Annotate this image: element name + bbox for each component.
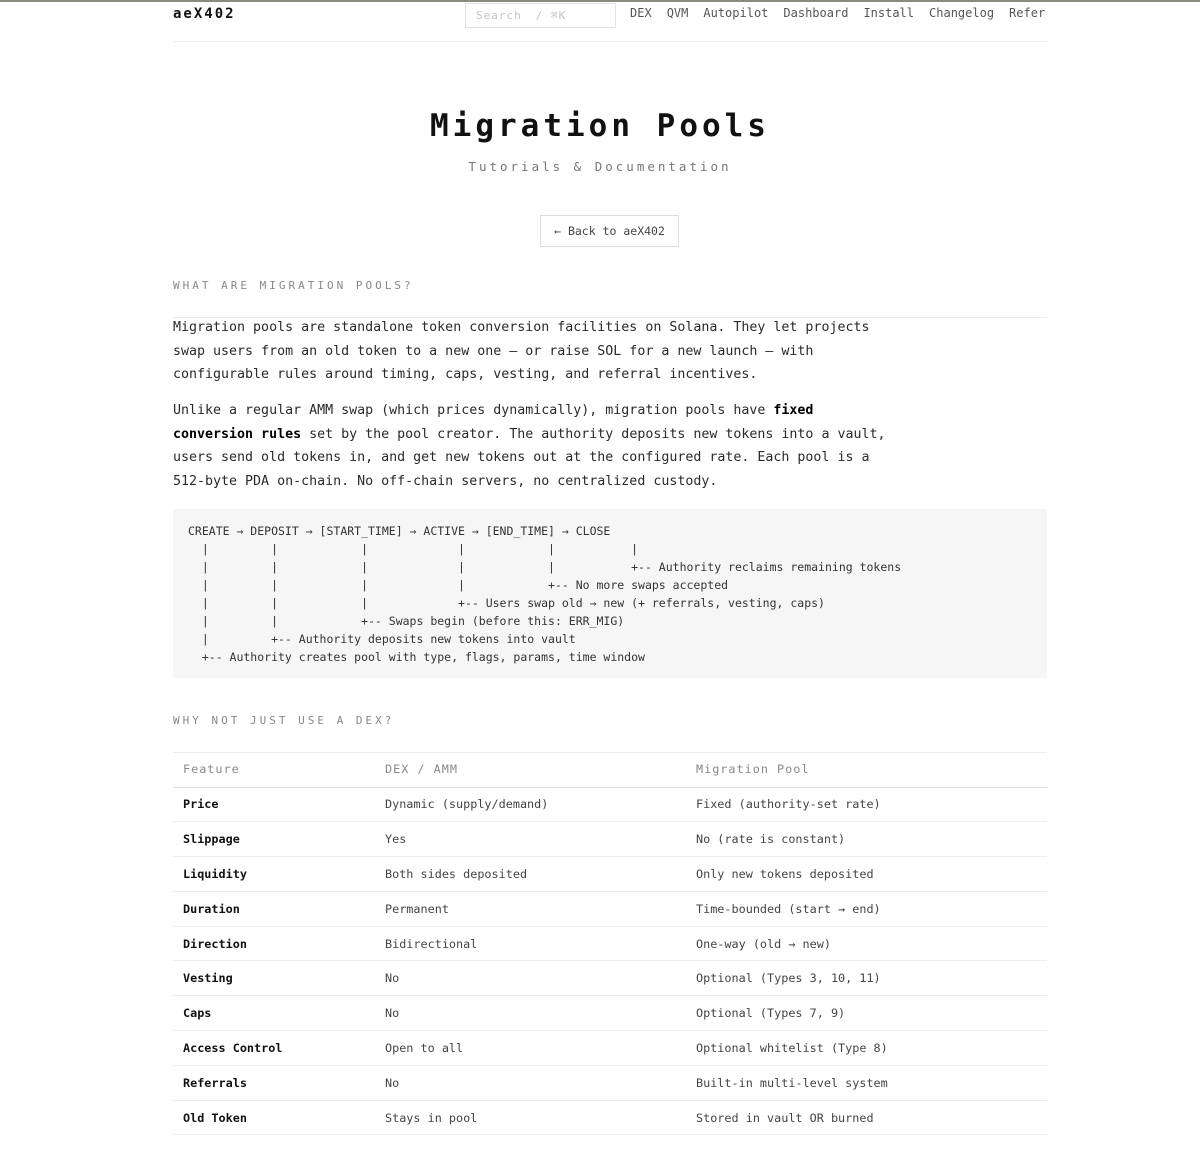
table-row	[173, 996, 1047, 1031]
section-heading-why: WHY NOT JUST USE A DEX?	[173, 714, 1047, 753]
migration-cell: No (rate is constant)	[686, 822, 1047, 857]
table-row	[173, 926, 1047, 961]
dex-cell: No	[375, 961, 686, 996]
migration-cell: Built-in multi-level system	[686, 1065, 1047, 1100]
lifecycle-diagram-text: CREATE → DEPOSIT → [START_TIME] → ACTIVE → [END_TIME] → CLOSE | | | | | | | | | | | +-- Authority reclaims remaining tokens | | | | +-- No more swaps accepted | | | +-- Users swap old → new (+ referrals, vesting, caps) | | +-- Swaps begin (before this: ERR_MIG) | +-- Authority deposits new tokens into vault +-- Authority creates pool with type, flags, params, time window	[188, 524, 902, 664]
feature-cell: Liquidity	[173, 857, 375, 892]
detail-text-a: Unlike a regular AMM swap (which prices dynamically), migration pools have	[173, 403, 774, 418]
comparison-table	[173, 751, 1047, 1135]
column-header-migration: Migration Pool	[686, 751, 1047, 787]
nav-dex[interactable]: DEX	[630, 6, 652, 20]
site-header	[173, 2, 1047, 42]
migration-cell: Optional whitelist (Type 8)	[686, 1031, 1047, 1066]
table-row	[173, 1065, 1047, 1100]
nav-autopilot[interactable]: Autopilot	[703, 6, 769, 20]
column-header-feature: Feature	[173, 751, 375, 787]
detail-bold: fixed conversion rules	[173, 403, 814, 442]
table-row	[173, 1031, 1047, 1066]
feature-cell: Direction	[173, 926, 375, 961]
migration-cell: Fixed (authority-set rate)	[686, 787, 1047, 822]
table-row	[173, 857, 1047, 892]
dex-cell: Stays in pool	[375, 1100, 686, 1135]
feature-cell: Vesting	[173, 961, 375, 996]
table-row	[173, 822, 1047, 857]
table-header-row	[173, 751, 1047, 787]
back-button[interactable]: ← Back to aeX402	[540, 215, 679, 247]
detail-paragraph	[173, 399, 893, 493]
nav-refer[interactable]: Refer	[1009, 6, 1046, 20]
page-title: Migration Pools	[430, 108, 770, 144]
table-row	[173, 787, 1047, 822]
brand-logo[interactable]: aeX402	[173, 6, 236, 22]
dex-cell: Permanent	[375, 891, 686, 926]
page-subtitle: Tutorials & Documentation	[468, 159, 732, 174]
migration-cell: Optional (Types 7, 9)	[686, 996, 1047, 1031]
dex-cell: Bidirectional	[375, 926, 686, 961]
search-input[interactable]	[465, 3, 616, 28]
migration-cell: One-way (old → new)	[686, 926, 1047, 961]
feature-cell: Referrals	[173, 1065, 375, 1100]
table-row	[173, 961, 1047, 996]
detail-text-b: set by the pool creator. The authority deposits new tokens into a vault, users send old tokens in, and get new tokens out at the configured rate. Each pool is a 512-byte PDA on-chain. No off-chain servers, no centralized custody.	[173, 426, 886, 489]
feature-cell: Access Control	[173, 1031, 375, 1066]
dex-cell: Both sides deposited	[375, 857, 686, 892]
feature-cell: Old Token	[173, 1100, 375, 1135]
nav-changelog[interactable]: Changelog	[929, 6, 995, 20]
migration-cell: Time-bounded (start → end)	[686, 891, 1047, 926]
dex-cell: Yes	[375, 822, 686, 857]
lifecycle-diagram	[173, 509, 1047, 678]
feature-cell: Caps	[173, 996, 375, 1031]
nav-install[interactable]: Install	[863, 6, 915, 20]
dex-cell: Dynamic (supply/demand)	[375, 787, 686, 822]
column-header-dex: DEX / AMM	[375, 751, 686, 787]
nav-qvm[interactable]: QVM	[666, 6, 689, 20]
search-placeholder: Search	[476, 9, 522, 22]
migration-cell: Stored in vault OR burned	[686, 1100, 1047, 1135]
dex-cell: Open to all	[375, 1031, 686, 1066]
feature-cell: Slippage	[173, 822, 375, 857]
top-nav	[630, 6, 1060, 20]
intro-paragraph: Migration pools are standalone token conversion facilities on Solana. They let projects swap users from an old token to a new one — or raise SOL for a new launch — with configurable rules around timing, caps, vesting, and referral incentives.	[173, 320, 870, 383]
nav-dashboard[interactable]: Dashboard	[783, 6, 849, 20]
feature-cell: Duration	[173, 891, 375, 926]
table-row	[173, 1100, 1047, 1135]
migration-cell: Optional (Types 3, 10, 11)	[686, 961, 1047, 996]
dex-cell: No	[375, 996, 686, 1031]
table-row	[173, 891, 1047, 926]
dex-cell: No	[375, 1065, 686, 1100]
feature-cell: Price	[173, 787, 375, 822]
search-shortcut: / ⌘K	[535, 9, 567, 22]
migration-cell: Only new tokens deposited	[686, 857, 1047, 892]
section-heading-what: WHAT ARE MIGRATION POOLS?	[173, 279, 1047, 318]
